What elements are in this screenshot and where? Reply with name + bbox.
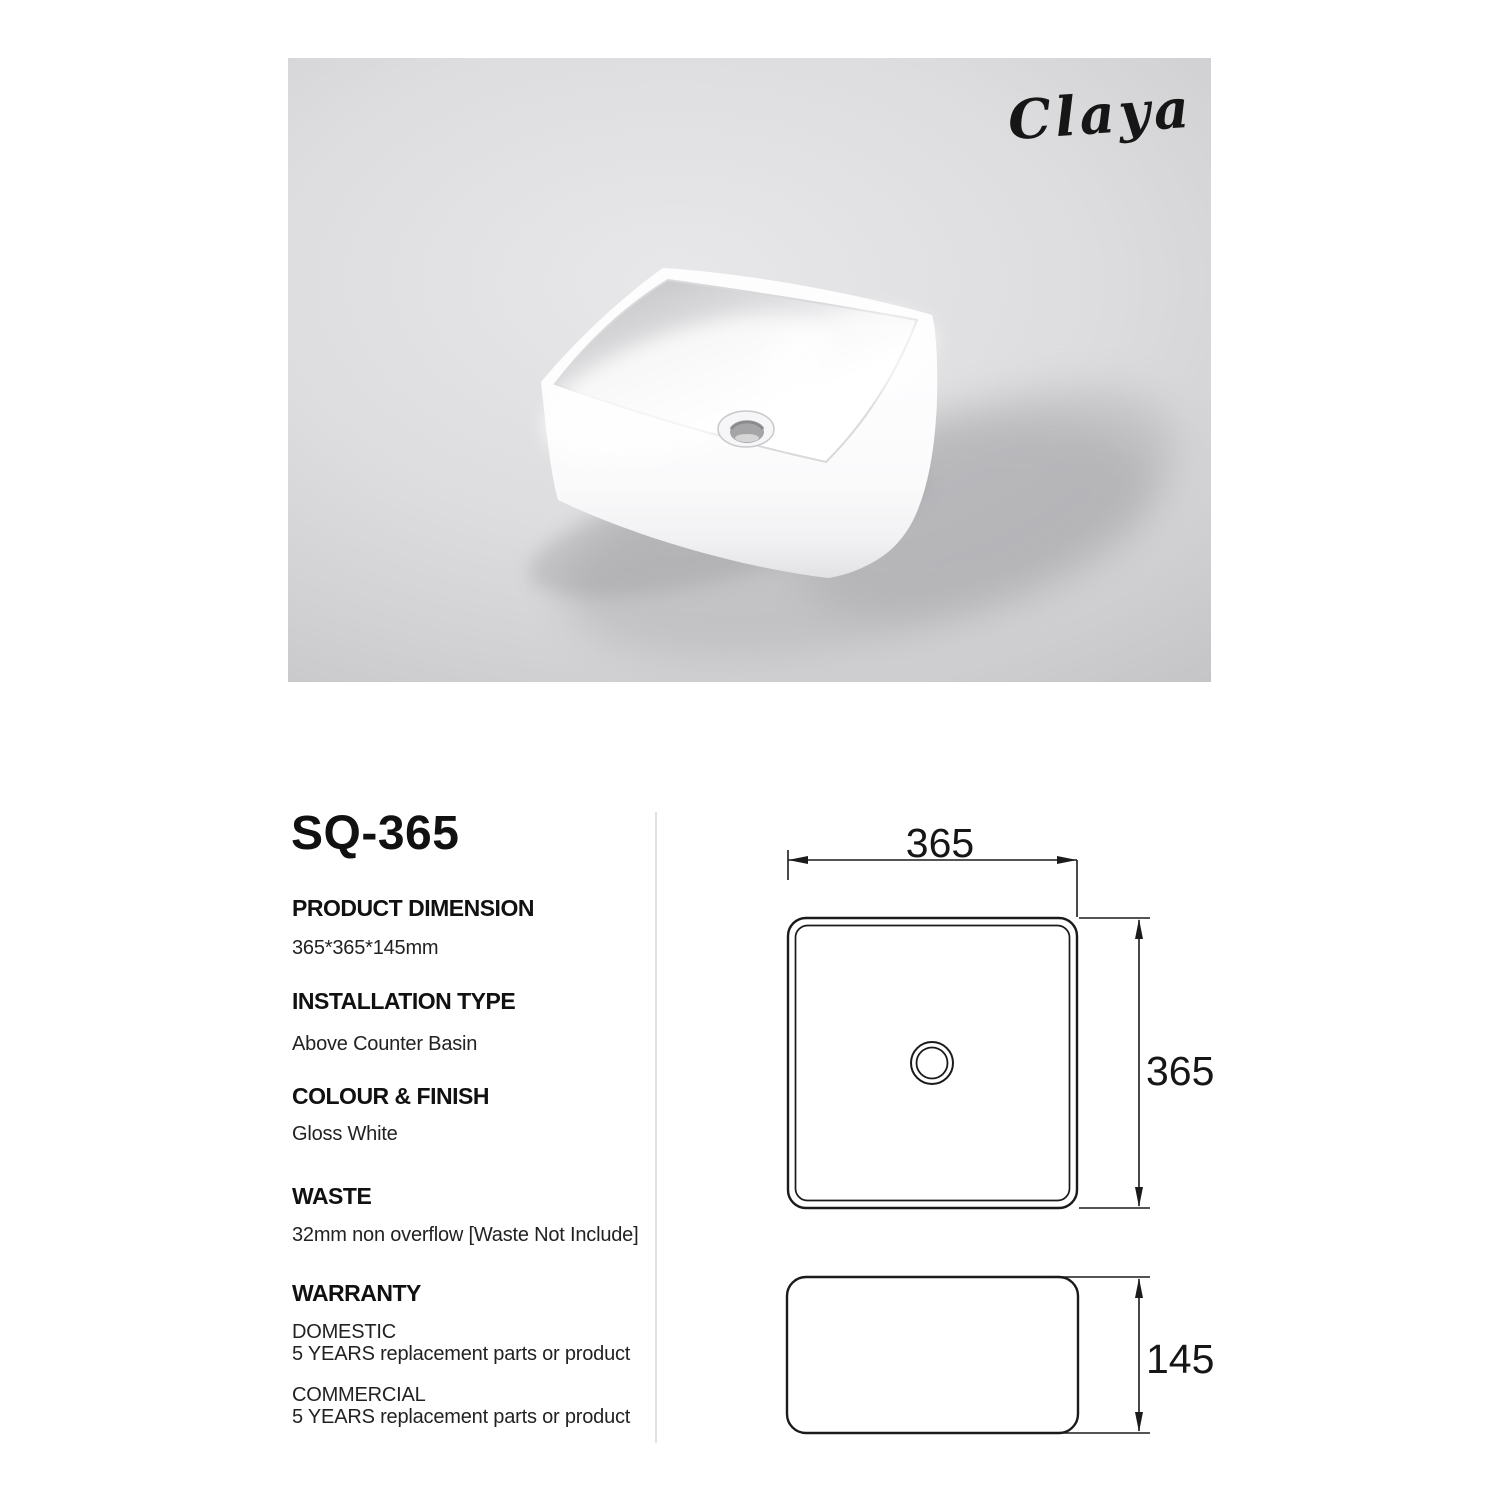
warranty-commercial-label: COMMERCIAL (292, 1384, 426, 1406)
top-view-drain-icon (911, 1042, 953, 1084)
heading-colour-finish: COLOUR & FINISH (292, 1083, 489, 1109)
value-product-dimension: 365*365*145mm (292, 937, 439, 959)
top-view-drawing (788, 850, 1150, 1208)
warranty-domestic-terms: 5 YEARS replacement parts or product (292, 1343, 631, 1365)
value-waste: 32mm non overflow [Waste Not Include] (292, 1224, 639, 1246)
top-view-width-label: 365 (905, 820, 975, 866)
side-view-height-label: 145 (1146, 1336, 1215, 1382)
value-installation-type: Above Counter Basin (292, 1033, 478, 1055)
drain-icon (718, 411, 774, 447)
basin-photo-illustration (288, 58, 1211, 682)
side-view-drawing (787, 1277, 1150, 1433)
top-view-height-label: 365 (1146, 1048, 1215, 1094)
heading-product-dimension: PRODUCT DIMENSION (292, 895, 534, 921)
top-view-height-dimension (1079, 918, 1150, 1208)
heading-waste: WASTE (292, 1183, 372, 1209)
section-divider (655, 812, 657, 1443)
model-number: SQ-365 (291, 807, 460, 860)
warranty-domestic-label: DOMESTIC (292, 1321, 396, 1343)
heading-warranty: WARRANTY (292, 1280, 421, 1306)
warranty-commercial-terms: 5 YEARS replacement parts or product (292, 1406, 631, 1428)
value-colour-finish: Gloss White (292, 1123, 398, 1145)
heading-installation-type: INSTALLATION TYPE (292, 988, 516, 1014)
product-photo (288, 58, 1211, 682)
brand-logo: Claya (1006, 75, 1196, 153)
technical-drawings (750, 800, 1270, 1480)
side-view-height-dimension (1050, 1277, 1150, 1433)
